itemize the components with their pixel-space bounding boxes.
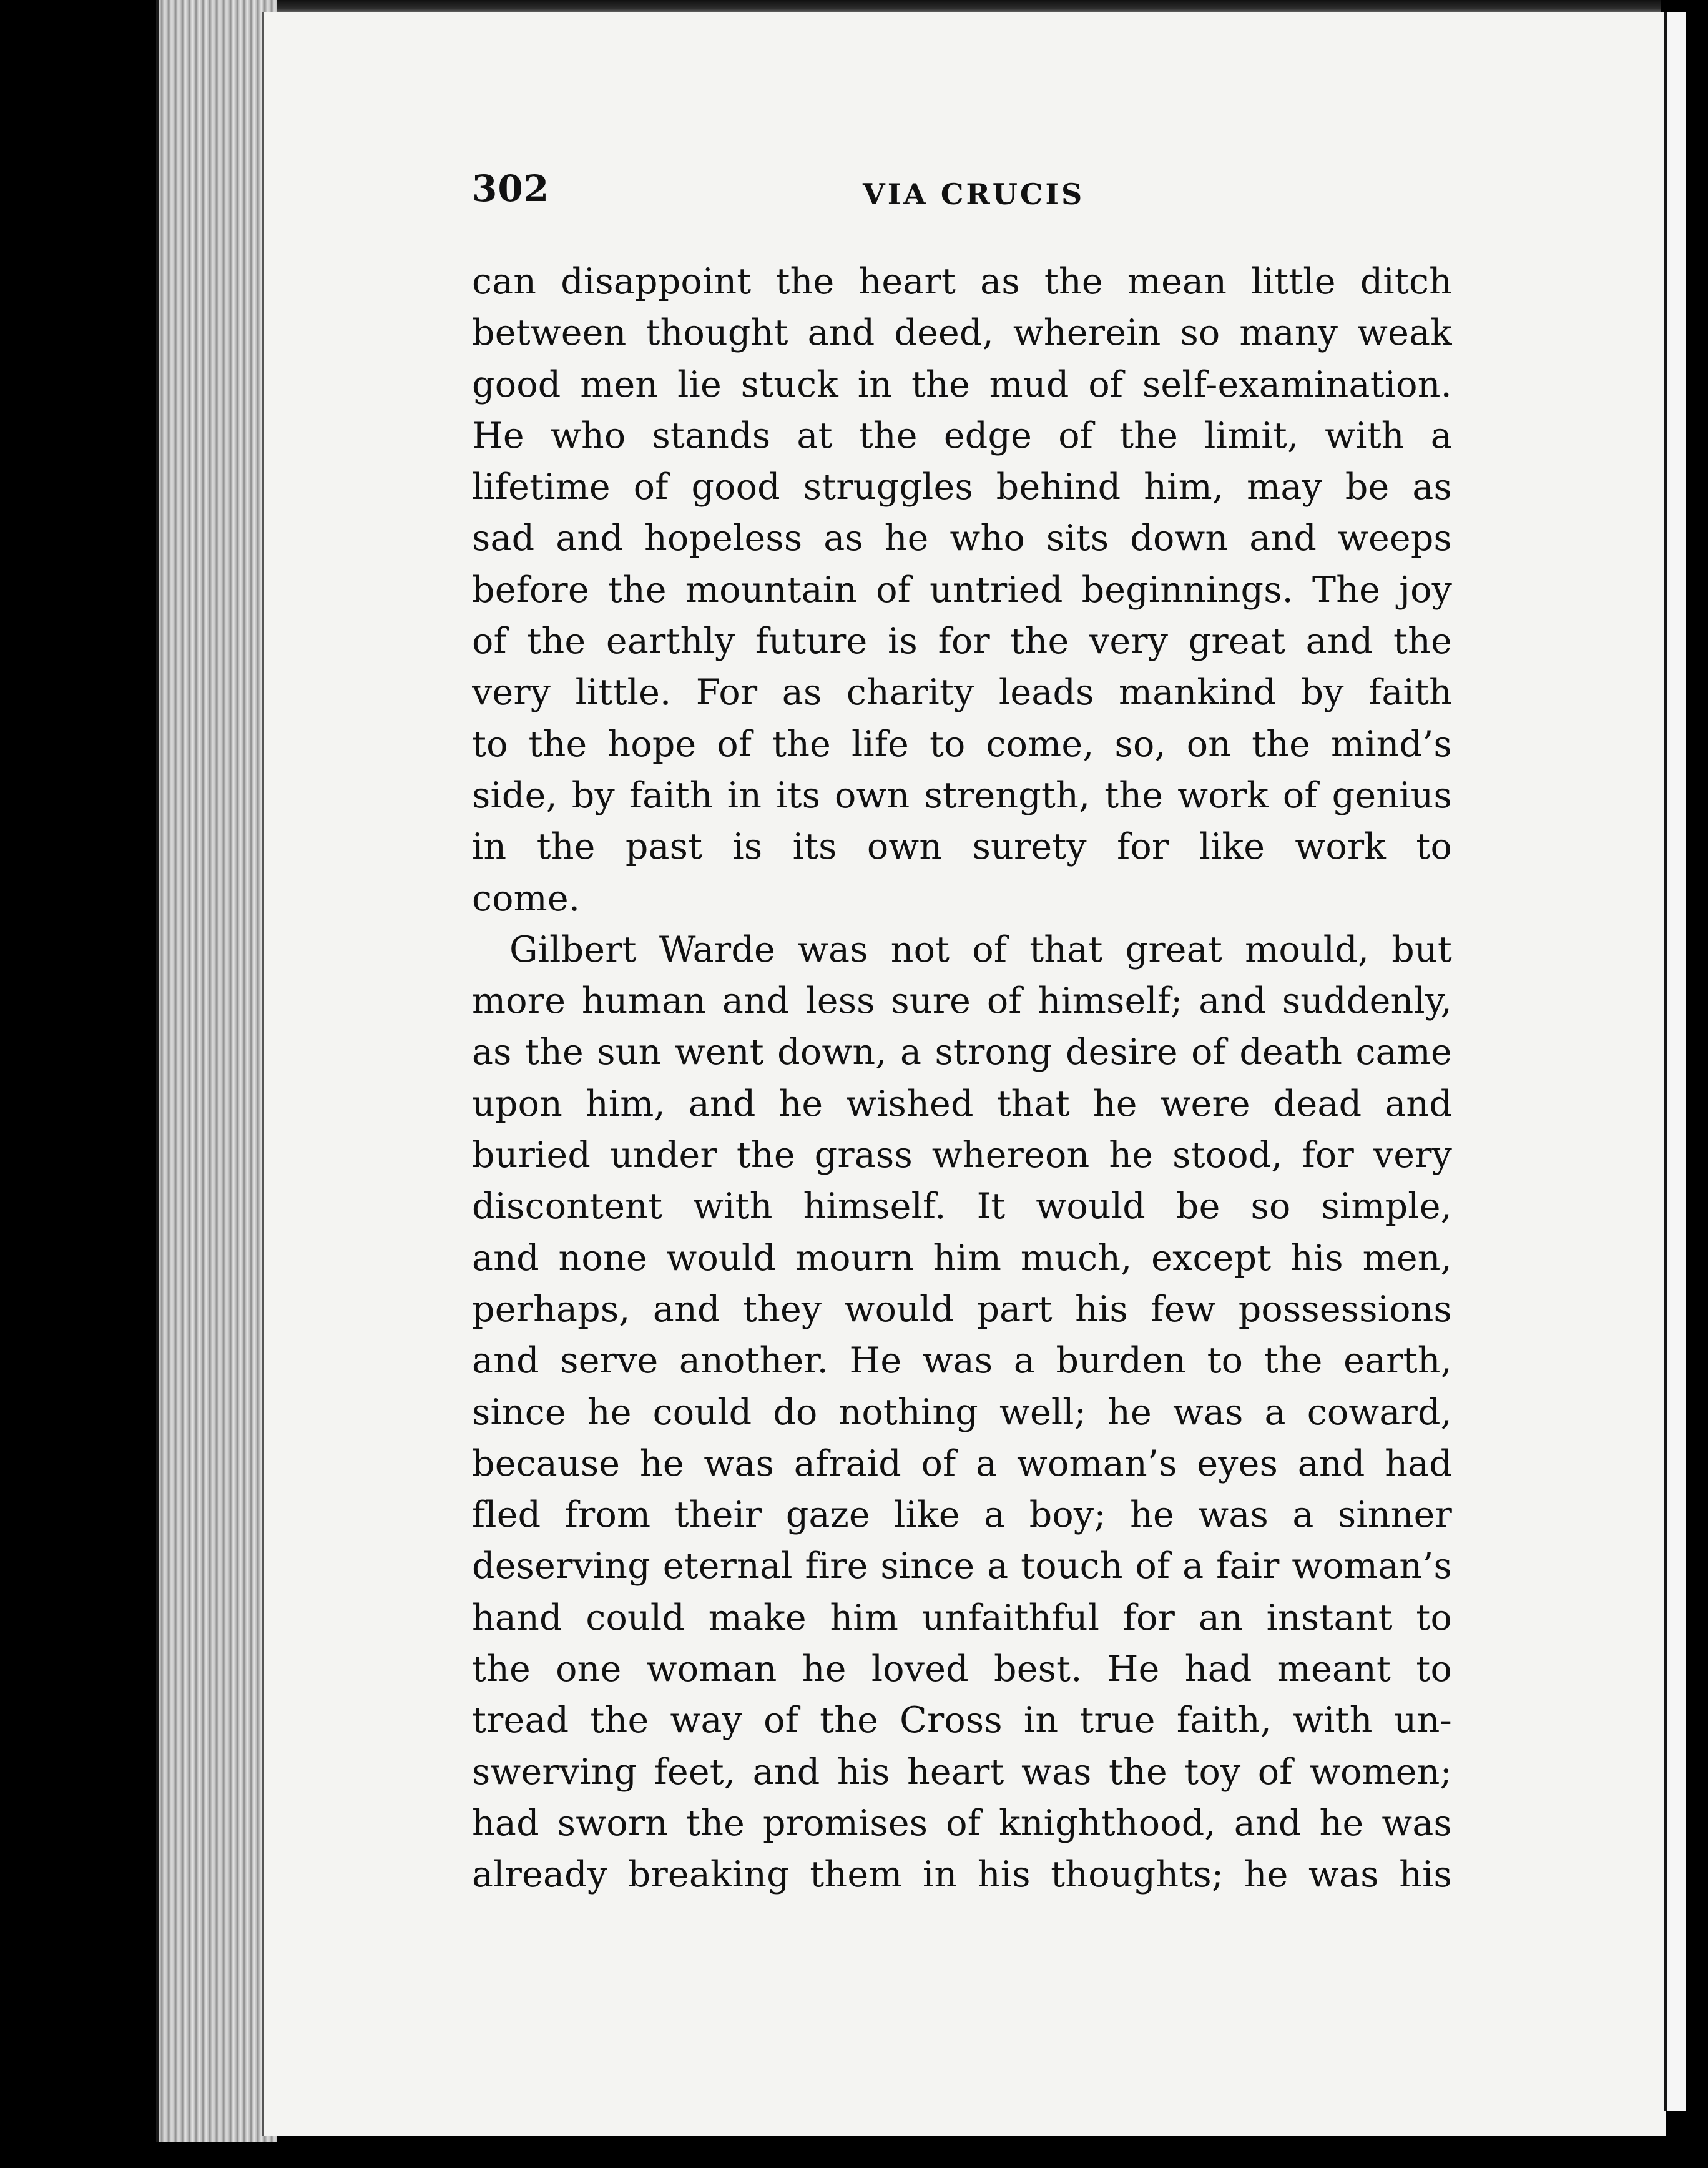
text-line: lifetime of good struggles behind him, may be as [472, 466, 1452, 508]
text-line: more human and less sure of himself; and suddenly, [472, 980, 1452, 1022]
text-line: of the earthly future is for the very great and the [472, 621, 1452, 663]
text-line: had sworn the promises of knighthood, and he was [472, 1802, 1452, 1844]
text-line: discontent with himself. It would be so simple, [472, 1186, 1452, 1228]
text-line: deserving eternal fire since a touch of a fair woman’s [472, 1545, 1452, 1587]
text-line: can disappoint the heart as the mean little ditch [472, 261, 1452, 302]
body-text [472, 256, 1452, 1901]
text-line: in the past is its own surety for like work to [472, 826, 1452, 868]
text-line: fled from their gaze like a boy; he was a sinner [472, 1494, 1452, 1536]
text-line: hand could make him unfaithful for an instant to [472, 1597, 1452, 1638]
text-line: perhaps, and they would part his few possessions [472, 1288, 1452, 1330]
text-line: He who stands at the edge of the limit, with a [472, 415, 1452, 456]
text-line: come. [472, 877, 581, 919]
text-line: buried under the grass whereon he stood, for very [472, 1135, 1452, 1176]
text-line: because he was afraid of a woman’s eyes and had [472, 1442, 1452, 1484]
text-line: between thought and deed, wherein so many weak [472, 312, 1452, 354]
book-top-edge [187, 0, 1661, 14]
text-line: swerving feet, and his heart was the toy of women; [472, 1751, 1452, 1793]
text-line: good men lie stuck in the mud of self-examination. [472, 363, 1452, 405]
text-line: and none would mourn him much, except his men, [472, 1237, 1452, 1279]
facing-page-edge [1664, 12, 1686, 2111]
text-line: since he could do nothing well; he was a coward, [472, 1391, 1452, 1433]
text-line: before the mountain of untried beginnings. The joy [472, 569, 1452, 611]
text-line: upon him, and he wished that he were dead and [472, 1083, 1452, 1125]
paragraph-2 [472, 924, 1452, 1901]
text-line: already breaking them in his thoughts; he was his [472, 1854, 1452, 1896]
page-number: 302 [472, 167, 550, 210]
running-head [472, 167, 1452, 224]
text-line: and serve another. He was a burden to the earth, [472, 1340, 1452, 1382]
book-page-edges [156, 0, 277, 2142]
text-line: side, by faith in its own strength, the work of genius [472, 774, 1452, 816]
text-line: sad and hopeless as he who sits down and weeps [472, 518, 1452, 559]
text-line: Gilbert Warde was not of that great mould, but [509, 929, 1452, 970]
paragraph-1 [472, 256, 1452, 924]
text-line: very little. For as charity leads mankind by faith [472, 672, 1452, 714]
running-title: VIA CRUCIS [863, 177, 1085, 211]
text-line: tread the way of the Cross in true faith, with un- [472, 1700, 1452, 1742]
text-line: to the hope of the life to come, so, on the mind’s [472, 723, 1452, 765]
text-line: as the sun went down, a strong desire of death came [472, 1032, 1452, 1073]
text-line: the one woman he loved best. He had meant to [472, 1648, 1452, 1690]
